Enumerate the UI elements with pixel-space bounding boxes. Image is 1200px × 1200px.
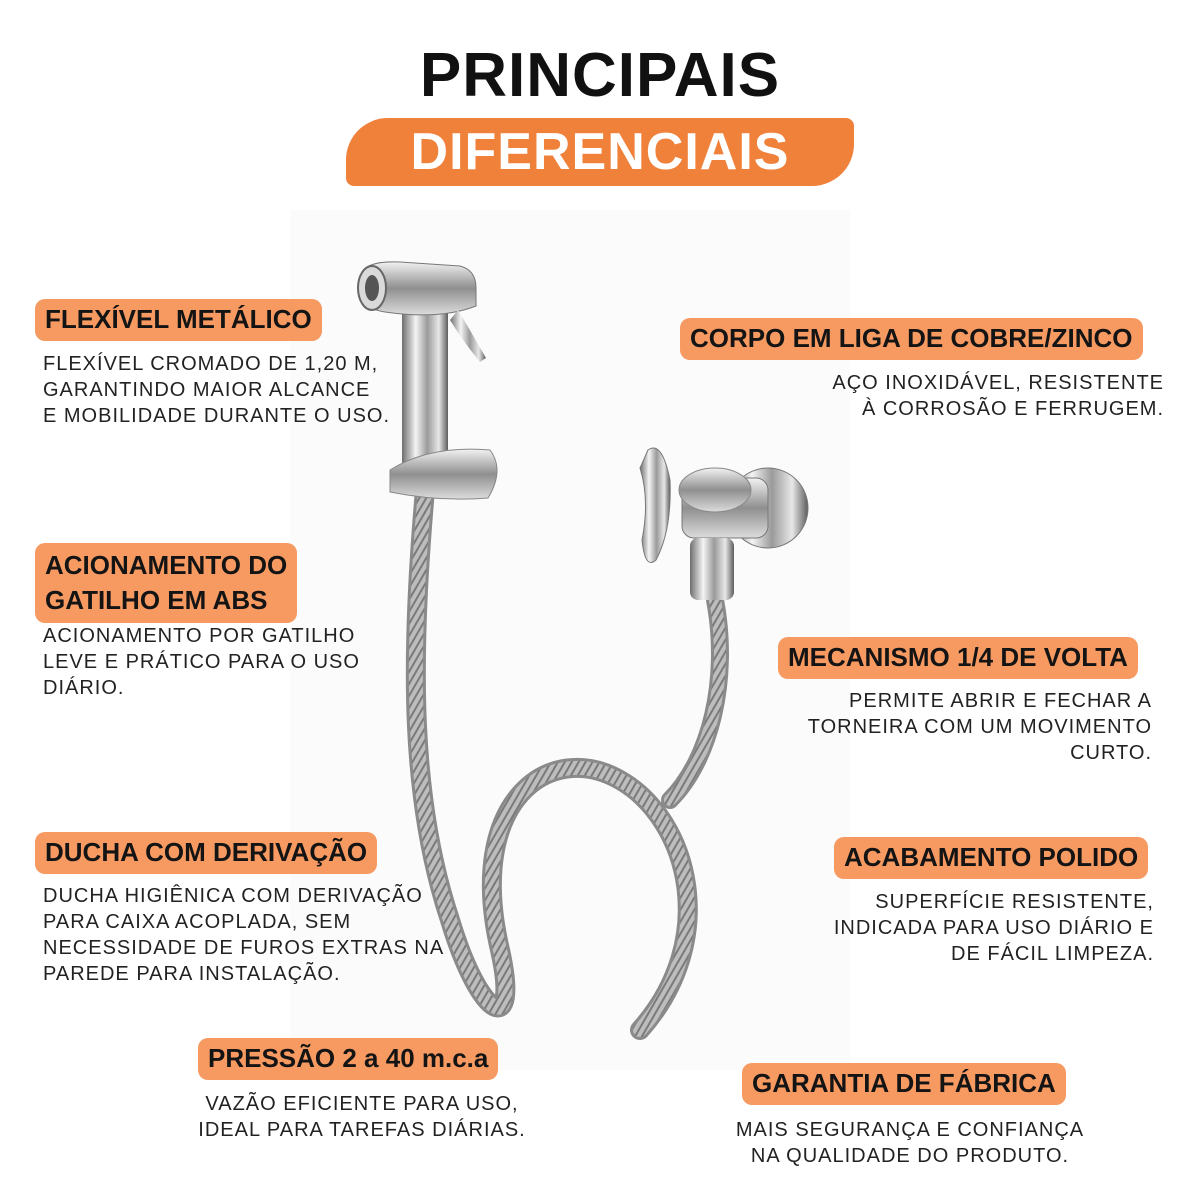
desc-acabamento: SUPERFÍCIE RESISTENTE, INDICADA PARA USO DIÁRIO E DE FÁCIL LIMPEZA. <box>833 891 1154 965</box>
desc-acionamento-gatilho: ACIONAMENTO POR GATILHO LEVE E PRÁTICO PARA O USO DIÁRIO. <box>43 625 360 699</box>
badge-garantia: GARANTIA DE FÁBRICA <box>742 1063 1066 1105</box>
title-principais: PRINCIPAIS <box>419 41 781 110</box>
desc-pressao: VAZÃO EFICIENTE PARA USO, IDEAL PARA TAREFAS DIÁRIAS. <box>198 1093 526 1141</box>
badge-flexivel-metalico: FLEXÍVEL METÁLICO <box>35 299 322 341</box>
badge-acionamento-gatilho <box>35 543 297 623</box>
desc-flexivel-metalico: FLEXÍVEL CROMADO DE 1,20 M, GARANTINDO MAIOR ALCANCE E MOBILIDADE DURANTE O USO. <box>43 353 391 427</box>
badge-pressao: PRESSÃO 2 a 40 m.c.a <box>198 1038 498 1080</box>
badge-acabamento: ACABAMENTO POLIDO <box>834 837 1148 879</box>
badge-acionamento-line1: ACIONAMENTO DO <box>45 550 288 580</box>
badge-corpo-liga: CORPO EM LIGA DE COBRE/ZINCO <box>680 318 1143 360</box>
badge-ducha-derivacao: DUCHA COM DERIVAÇÃO <box>35 832 377 874</box>
desc-garantia: MAIS SEGURANÇA E CONFIANÇA NA QUALIDADE DO PRODUTO. <box>735 1119 1085 1167</box>
badge-mecanismo: MECANISMO 1/4 DE VOLTA <box>778 637 1138 679</box>
badge-acionamento-line2: GATILHO EM ABS <box>45 585 268 615</box>
desc-ducha-derivacao: DUCHA HIGIÊNICA COM DERIVAÇÃO PARA CAIXA ACOPLADA, SEM NECESSIDADE DE FUROS EXTRAS NA PAREDE PARA INSTALAÇÃO. <box>43 885 445 985</box>
title-diferenciais: DIFERENCIAIS <box>410 123 790 181</box>
desc-corpo-liga: AÇO INOXIDÁVEL, RESISTENTE À CORROSÃO E FERRUGEM. <box>832 372 1164 420</box>
desc-mecanismo: PERMITE ABRIR E FECHAR A TORNEIRA COM UM MOVIMENTO CURTO. <box>807 690 1152 764</box>
